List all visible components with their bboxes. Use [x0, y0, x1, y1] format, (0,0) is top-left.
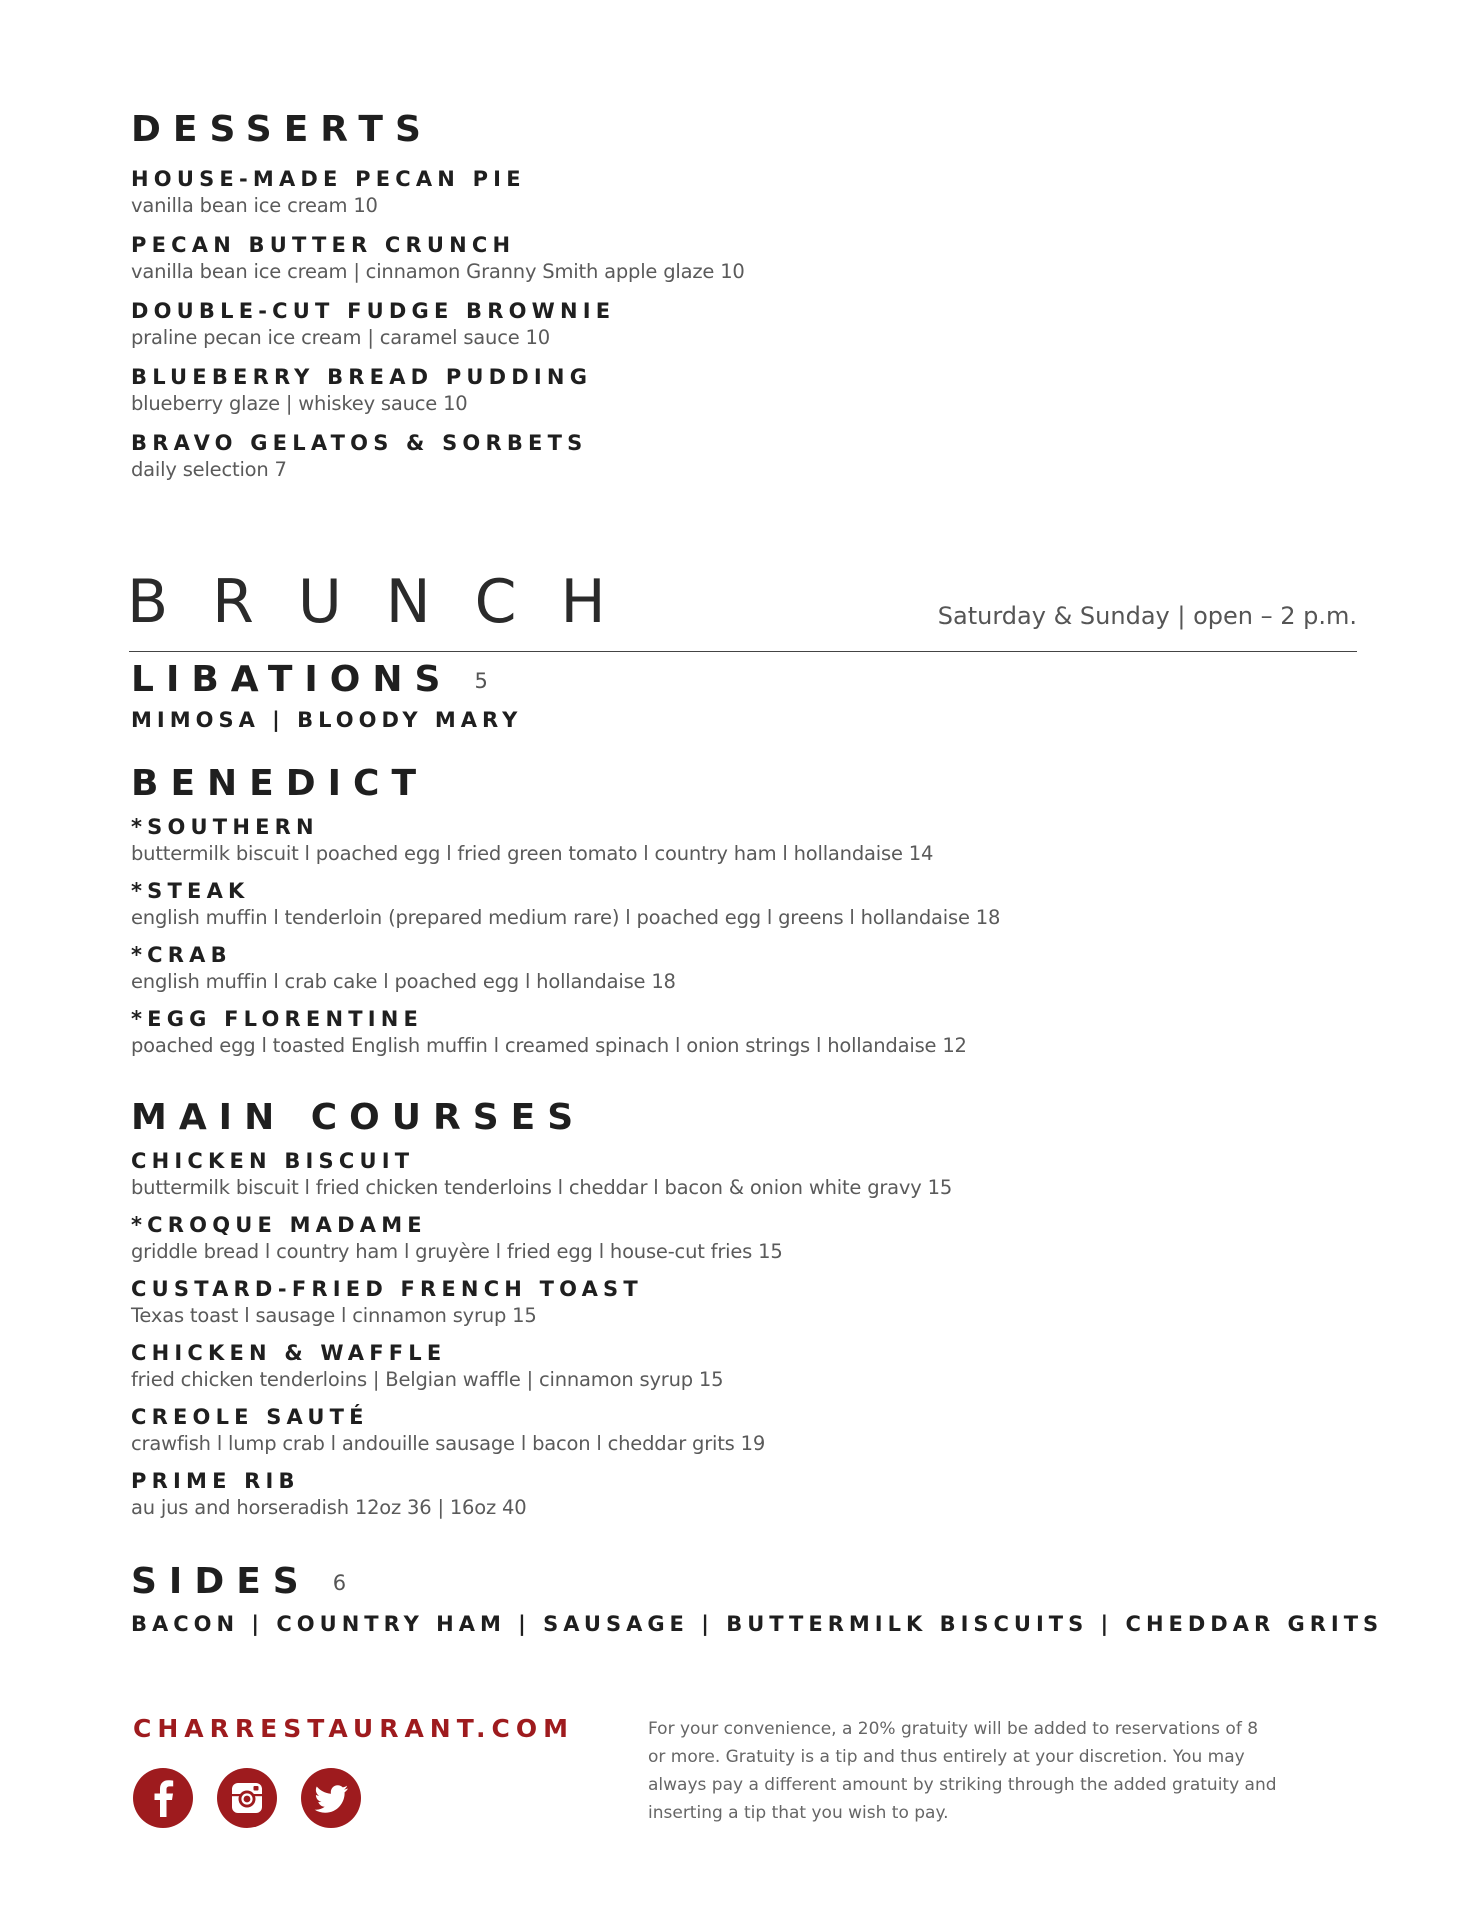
website-link[interactable]: CHARRESTAURANT.COM — [133, 1714, 574, 1743]
sides-title-text: SIDES — [131, 1561, 311, 1602]
libations-list: MIMOSA | BLOODY MARY — [131, 708, 523, 732]
menu-item — [131, 1468, 526, 1522]
gratuity-note — [648, 1715, 1288, 1827]
item-name: *SOUTHERN — [131, 815, 319, 839]
item-name: BRAVO GELATOS & SORBETS — [131, 431, 588, 455]
menu-item — [131, 1340, 723, 1394]
gratuity-line: inserting a tip that you wish to pay. — [648, 1803, 949, 1823]
item-name: *EGG FLORENTINE — [131, 1007, 424, 1031]
item-description: poached egg l toasted English muffin l creamed spinach l onion strings l hollandaise 12 — [131, 1034, 967, 1057]
item-description: fried chicken tenderloins | Belgian waffle | cinnamon syrup 15 — [131, 1368, 724, 1391]
menu-item — [131, 1148, 952, 1202]
menu-item — [131, 430, 587, 484]
menu-item — [131, 942, 676, 996]
menu-item — [131, 1006, 967, 1060]
menu-item — [131, 232, 745, 286]
item-description: blueberry glaze | whiskey sauce 10 — [131, 392, 468, 415]
sides-title — [131, 1561, 347, 1602]
item-name: PECAN BUTTER CRUNCH — [131, 233, 516, 257]
item-description: crawfish l lump crab l andouille sausage l bacon l cheddar grits 19 — [131, 1432, 766, 1455]
brunch-hours: Saturday & Sunday | open – 2 p.m. — [937, 602, 1357, 630]
item-description: praline pecan ice cream | caramel sauce 10 — [131, 326, 550, 349]
social-links — [133, 1768, 361, 1828]
item-name: BLUEBERRY BREAD PUDDING — [131, 365, 593, 389]
menu-item — [131, 1212, 783, 1266]
item-description: english muffin l crab cake l poached egg l hollandaise 18 — [131, 970, 676, 993]
libations-price: 5 — [474, 668, 488, 693]
item-description: griddle bread l country ham l gruyère l fried egg l house-cut fries 15 — [131, 1240, 783, 1263]
gratuity-line: or more. Gratuity is a tip and thus entirely at your discretion. You may — [648, 1747, 1245, 1767]
item-description: vanilla bean ice cream 10 — [131, 194, 378, 217]
item-name: CUSTARD-FRIED FRENCH TOAST — [131, 1277, 643, 1301]
section-divider — [129, 651, 1357, 652]
gratuity-line: always pay a different amount by striking through the added gratuity and — [648, 1775, 1277, 1795]
twitter-icon[interactable] — [301, 1768, 361, 1828]
sides-price: 6 — [332, 1570, 347, 1595]
item-name: CREOLE SAUTÉ — [131, 1405, 369, 1429]
menu-item — [131, 814, 933, 868]
item-name: *CRAB — [131, 943, 232, 967]
main-courses-title: MAIN COURSES — [131, 1097, 586, 1138]
item-name: CHICKEN & WAFFLE — [131, 1341, 447, 1365]
libations-title-text: LIBATIONS — [131, 659, 453, 700]
item-description: english muffin l tenderloin (prepared medium rare) l poached egg l greens l hollandaise 18 — [131, 906, 1001, 929]
item-description: buttermilk biscuit l poached egg l fried green tomato l country ham l hollandaise 14 — [131, 842, 934, 865]
instagram-icon[interactable] — [217, 1768, 277, 1828]
item-description: buttermilk biscuit l fried chicken tenderloins l cheddar l bacon & onion white gravy 15 — [131, 1176, 953, 1199]
benedict-title: BENEDICT — [131, 763, 429, 804]
menu-item — [131, 878, 1000, 932]
gratuity-line: For your convenience, a 20% gratuity will be added to reservations of 8 — [648, 1719, 1259, 1739]
menu-item — [131, 364, 592, 418]
item-name: *CROQUE MADAME — [131, 1213, 427, 1237]
brunch-title: BRUNCH — [127, 567, 650, 637]
sides-list: BACON | COUNTRY HAM | SAUSAGE | BUTTERMILK BISCUITS | CHEDDAR GRITS — [131, 1612, 1384, 1636]
menu-item — [131, 166, 526, 220]
libations-title — [131, 659, 488, 700]
menu-item — [131, 1276, 643, 1330]
item-name: PRIME RIB — [131, 1469, 300, 1493]
desserts-title: DESSERTS — [131, 109, 433, 150]
facebook-icon[interactable] — [133, 1768, 193, 1828]
menu-item — [131, 1404, 765, 1458]
menu-item — [131, 298, 615, 352]
item-name: HOUSE-MADE PECAN PIE — [131, 167, 526, 191]
item-description: daily selection 7 — [131, 458, 287, 481]
item-description: Texas toast l sausage l cinnamon syrup 15 — [131, 1304, 537, 1327]
item-description: vanilla bean ice cream | cinnamon Granny Smith apple glaze 10 — [131, 260, 745, 283]
item-description: au jus and horseradish 12oz 36 | 16oz 40 — [131, 1496, 527, 1519]
item-name: *STEAK — [131, 879, 250, 903]
menu-page — [127, 0, 1384, 1920]
item-name: DOUBLE-CUT FUDGE BROWNIE — [131, 299, 616, 323]
item-name: CHICKEN BISCUIT — [131, 1149, 415, 1173]
